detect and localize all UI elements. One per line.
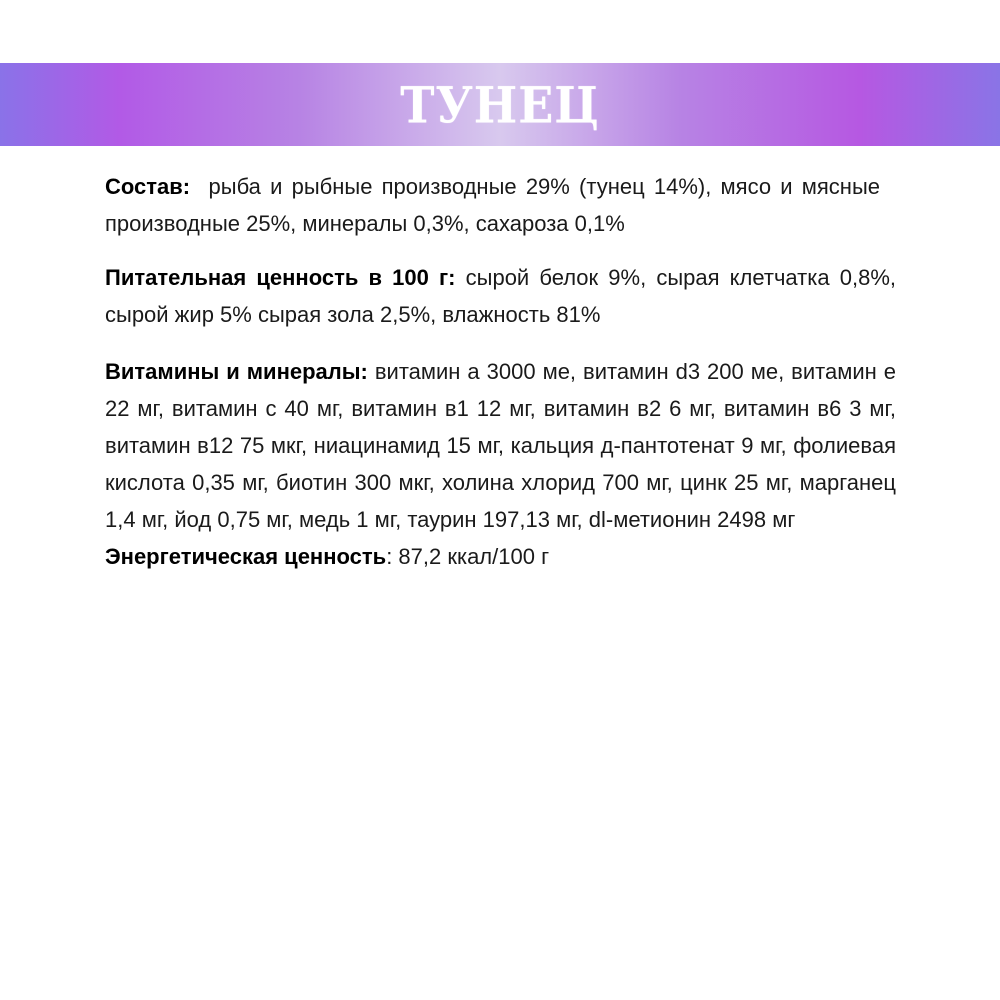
composition-paragraph (105, 168, 896, 242)
nutrition-paragraph (105, 259, 896, 333)
vitamins-text: витамин а 3000 ме, витамин d3 200 ме, витамин е 22 мг, витамин с 40 мг, витамин в1 12 мг, витамин в2 6 мг, витамин в6 3 мг, витамин в12 75 мкг, ниацинамид 15 мг, кальция д-пантотенат 9 мг, фолиевая кислота 0,35 мг, биотин 300 мкг, холина хлорид 700 мг, цинк 25 мг, марганец 1,4 мг, йод 0,75 мг, медь 1 мг, таурин 197,13 мг, dl-метионин 2498 мг (105, 359, 896, 532)
composition-label: Состав: (105, 174, 191, 199)
product-description (105, 168, 896, 575)
nutrition-text: сырой белок 9%, сырая клетчатка 0,8%, сырой жир 5% сырая зола 2,5%, влажность 81% (105, 265, 897, 327)
energy-text: : 87,2 ккал/100 г (386, 544, 550, 569)
vitamins-paragraph (105, 353, 896, 538)
header-banner (0, 63, 1000, 146)
energy-paragraph (105, 538, 896, 575)
composition-text: рыба и рыбные производные 29% (тунец 14%), мясо и мясные производные 25%, минералы 0,3%, сахароза 0,1% (105, 174, 887, 236)
nutrition-label: Питательная ценность в 100 г: (105, 265, 456, 290)
vitamins-label: Витамины и минералы: (105, 359, 368, 384)
energy-label: Энергетическая ценность (105, 544, 387, 569)
product-title: ТУНЕЦ (400, 75, 600, 134)
